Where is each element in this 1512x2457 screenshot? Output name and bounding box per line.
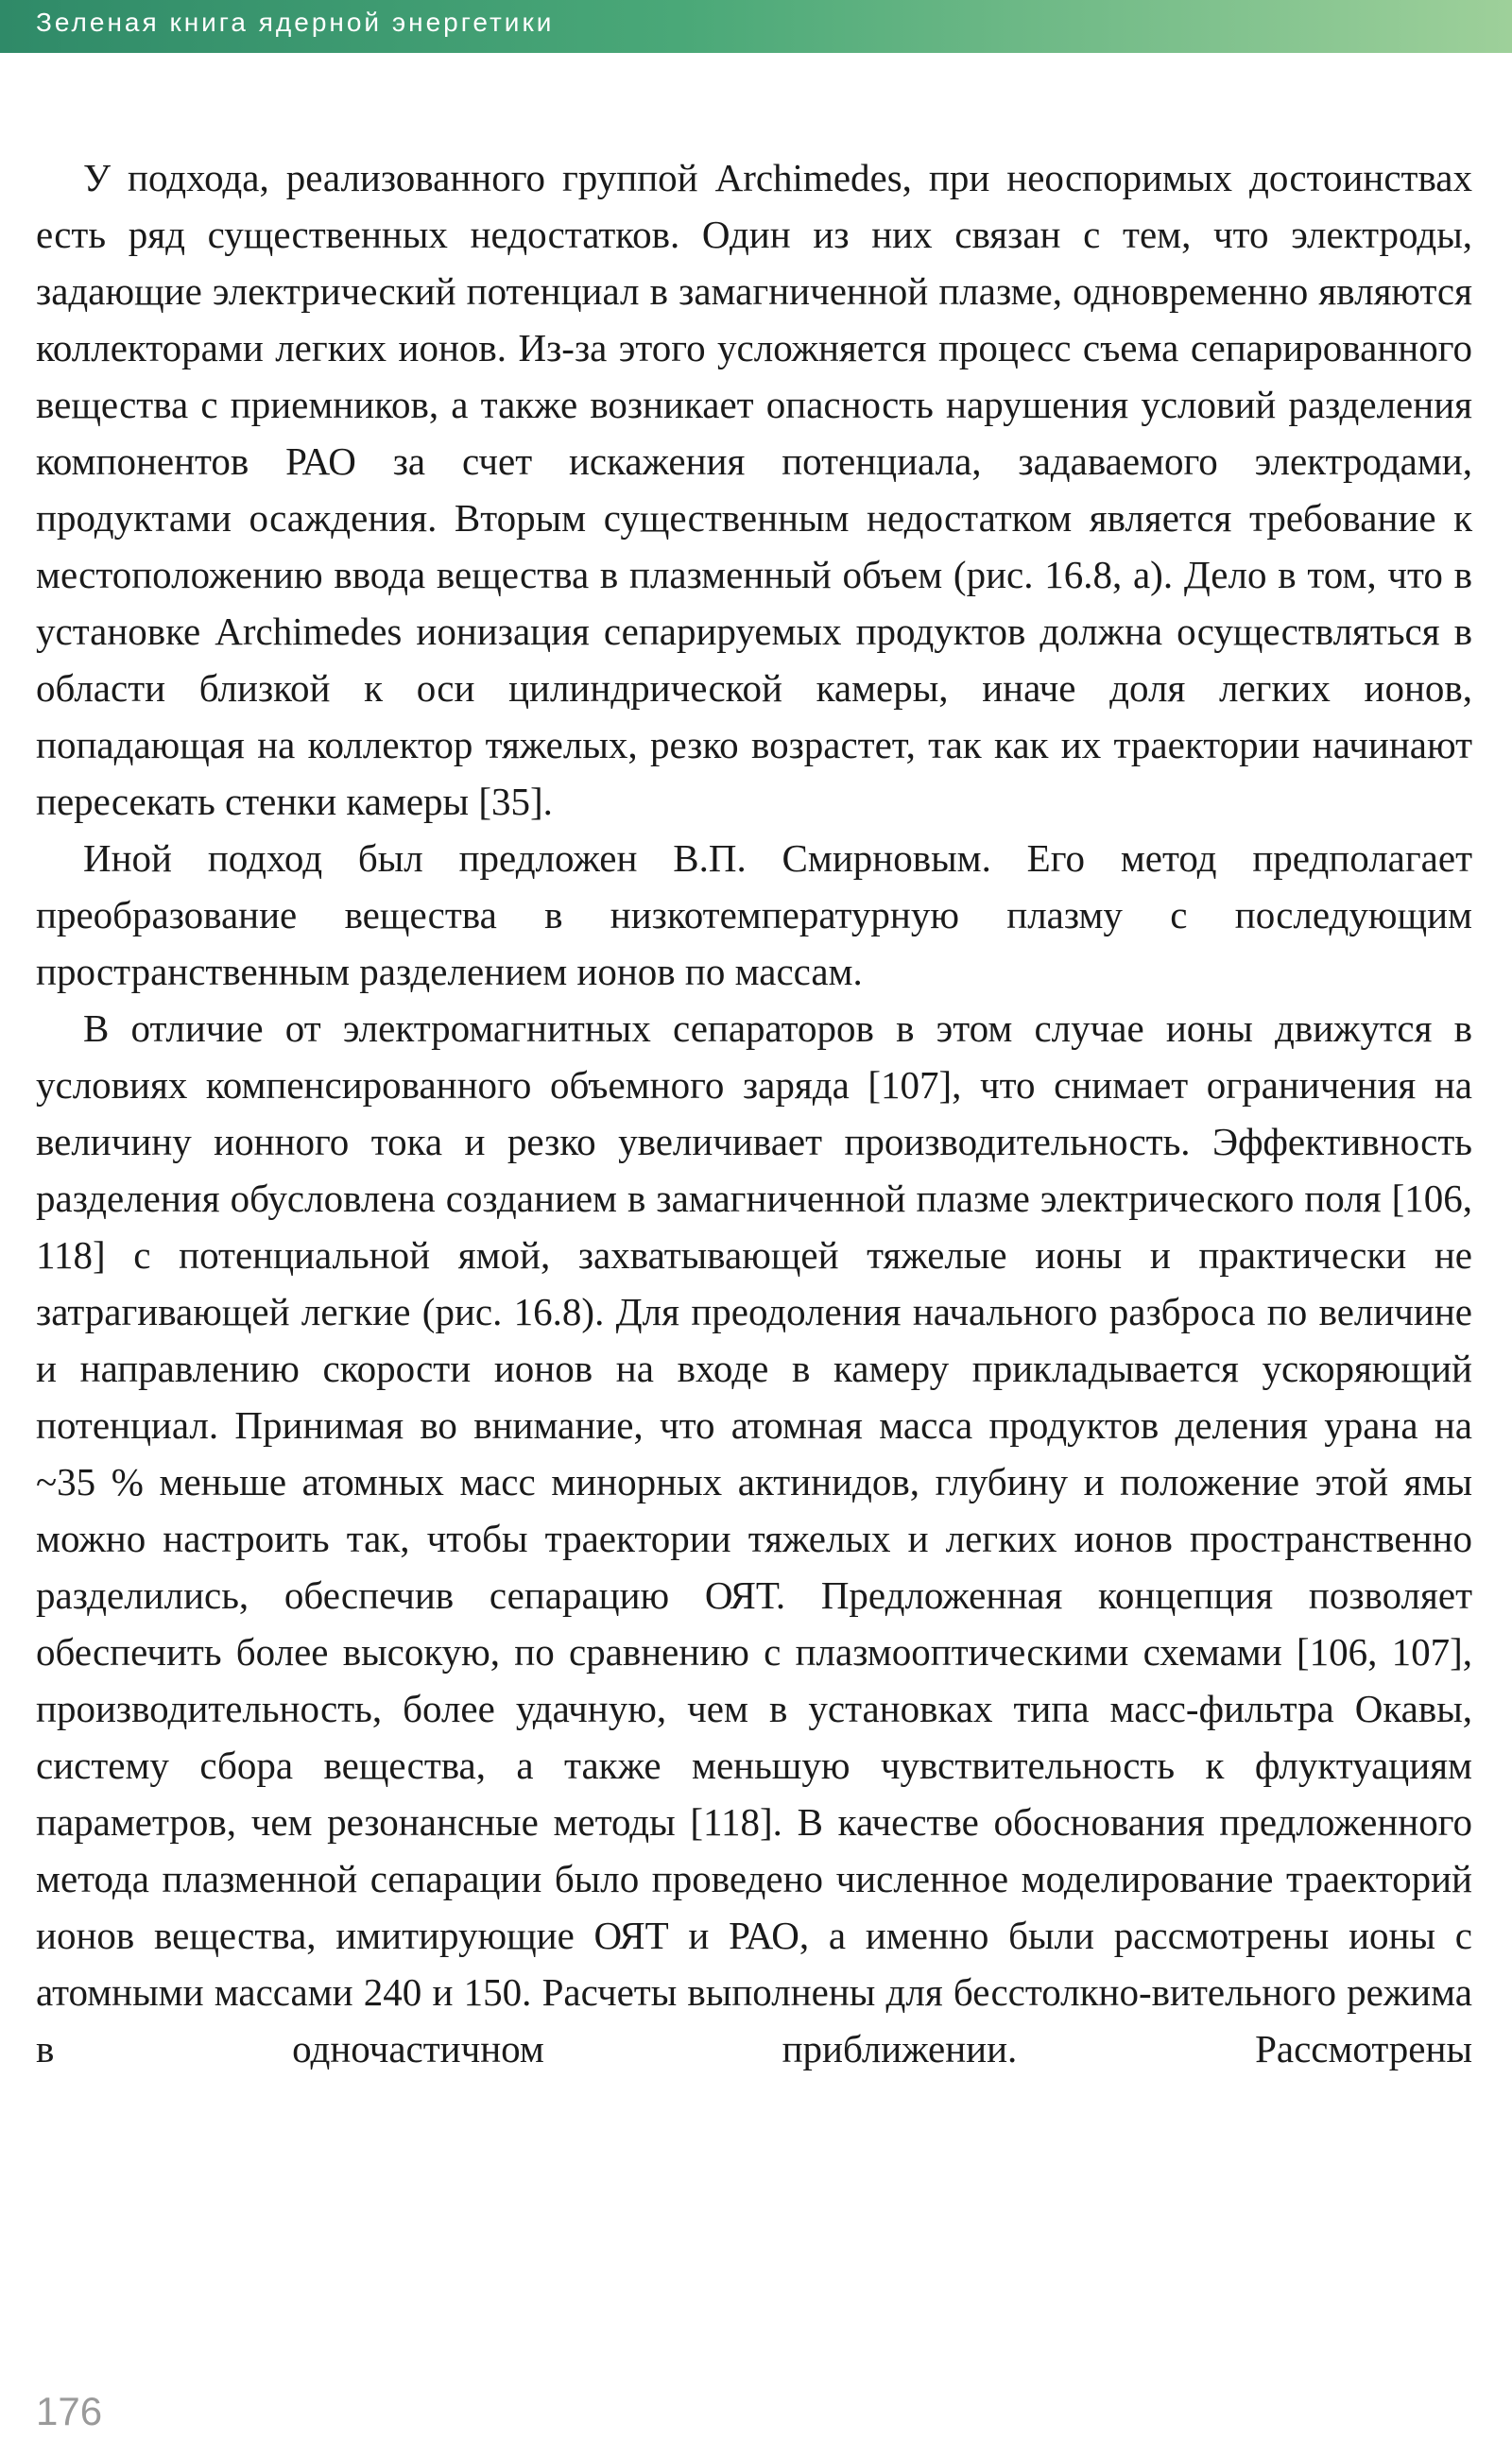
running-header-title: Зеленая книга ядерной энергетики — [36, 8, 555, 37]
paragraph-3: В отличие от электромагнитных сепараторов в этом случае ионы движутся в условиях компенсированного объемного заряда [107], что снимает ограничения на величину ионного тока и резко увеличивает производительность. Эффективность разделения обусловлена созданием в замагниченной плазме электрического поля [106, 118] с потенциальной ямой, захватывающей тяжелые ионы и практически не затрагивающей легкие (рис. 16.8). Для преодоления начального разброса по величине и направлению скорости ионов на входе в камеру прикладывается ускоряющий потенциал. Принимая во внимание, что атомная масса продуктов деления урана на ~35 % меньше атомных масс минорных актинидов, глубину и положение этой ямы можно настроить так, чтобы траектории тяжелых и легких ионов пространственно разделились, обеспечив сепарацию ОЯТ. Предложенная концепция позволяет обеспечить более высокую, по сравнению с плазмооптическими схемами [106, 107], производительность, более удачную, чем в установках типа масс-фильтра Окавы, систему сбора вещества, а также меньшую чувствительность к флуктуациям параметров, чем резонансные методы [118]. В качестве обоснования предложенного метода плазменной сепарации было проведено численное моделирование траекторий ионов вещества, имитирующие ОЯТ и РАО, а именно были рассмотрены ионы с атомными массами 240 и 150. Расчеты выполнены для бесстолкно-вительного режима в одночастичном приближении. Рассмотрены — [36, 1006, 1472, 2070]
paragraph-2: Иной подход был предложен В.П. Смирновым. Его метод предполагает преобразование вещества в низкотемпературную плазму с последующим пространственным разделением ионов по массам. — [36, 836, 1472, 993]
page-number: 176 — [36, 2389, 103, 2433]
paragraph-1: У подхода, реализованного группой Archimedes, при неоспоримых достоинствах есть ряд существенных недостатков. Один из них связан с тем, что электроды, задающие электрический потенциал в замагниченной плазме, одновременно являются коллекторами легких ионов. Из-за этого усложняется процесс съема сепарированного вещества с приемников, а также возникает опасность нарушения условий разделения компонентов РАО за счет искажения потенциала, задаваемого электродами, продуктами осаждения. Вторым существенным недостатком является требование к местоположению ввода вещества в плазменный объем (рис. 16.8, а). Дело в том, что в установке Archimedes ионизация сепарируемых продуктов должна осуществляться в области близкой к оси цилиндрической камеры, иначе доля легких ионов, попадающая на коллектор тяжелых, резко возрастет, так как их траектории начинают пересекать стенки камеры [35]. — [36, 156, 1472, 823]
header-band — [0, 0, 1512, 53]
body-text — [36, 149, 1472, 2077]
